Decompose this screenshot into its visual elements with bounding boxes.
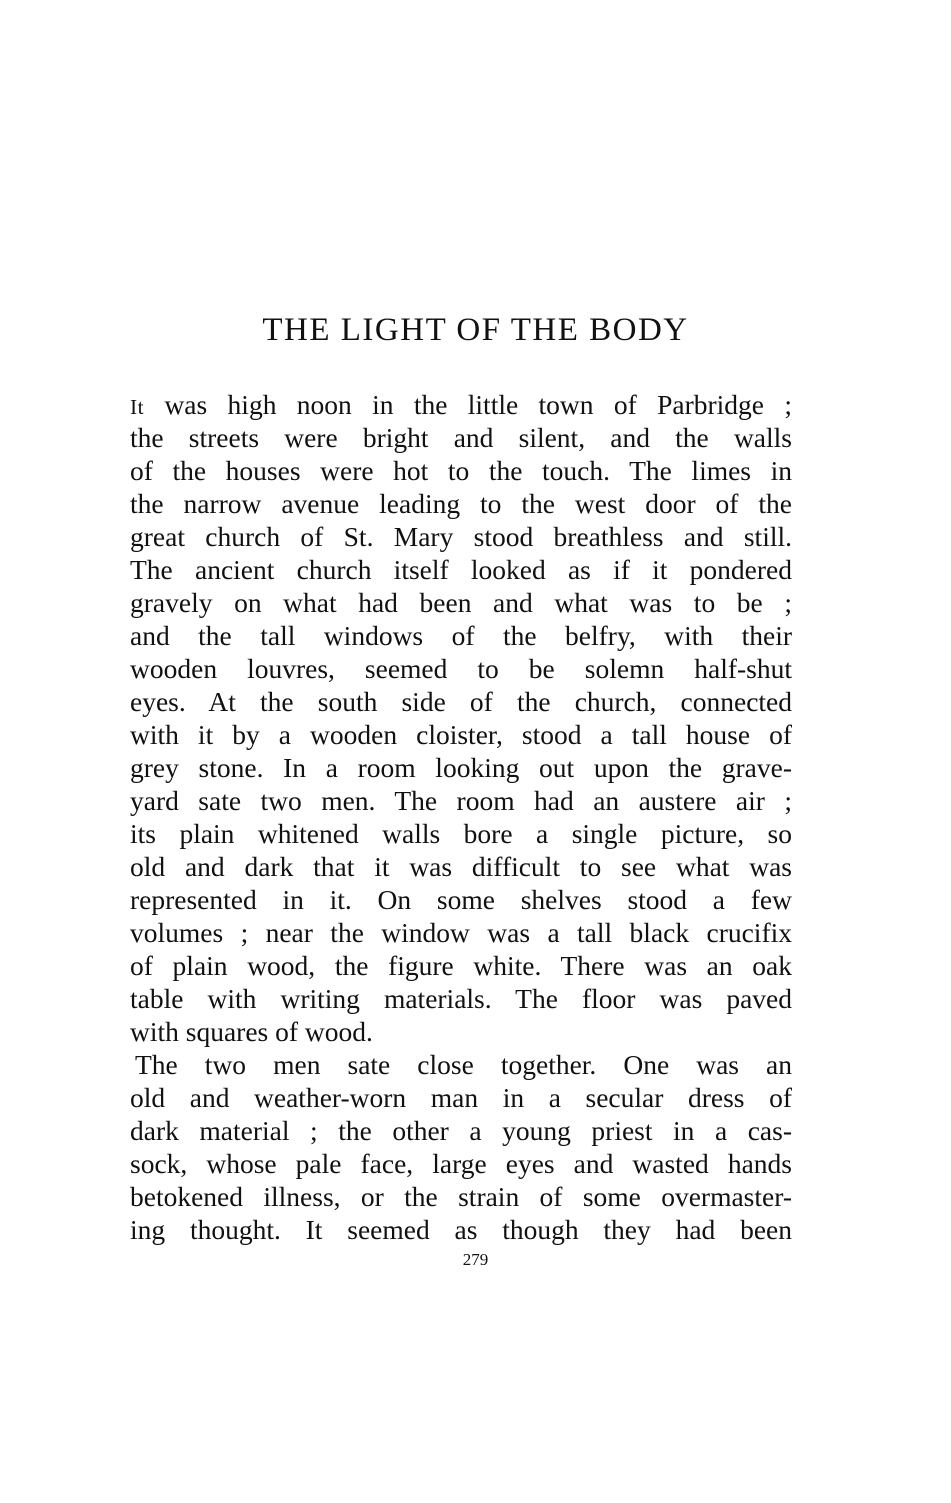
- text-line: dark material ; the other a young priest in a cas-: [130, 1115, 792, 1146]
- paragraph-1-first-line: It was high noon in the little town of Parbridge ;: [130, 389, 792, 420]
- text-line: the streets were bright and silent, and the walls: [130, 422, 792, 453]
- text-line: gravely on what had been and what was to be ;: [130, 587, 792, 618]
- paragraph-2-first-line: The two men sate close together. One was an: [135, 1049, 792, 1080]
- text-line: of the houses were hot to the touch. The limes in: [130, 455, 792, 486]
- text-line: The ancient church itself looked as if it pondered: [130, 554, 792, 585]
- text-line: great church of St. Mary stood breathless and still.: [130, 521, 792, 552]
- page-number: 279: [462, 1250, 489, 1269]
- text-line: ing thought. It seemed as though they had been: [130, 1214, 792, 1245]
- text-line: the narrow avenue leading to the west door of the: [130, 488, 792, 519]
- text-line: betokened illness, or the strain of some overmaster-: [130, 1181, 792, 1212]
- paragraph-1-last-line: with squares of wood.: [130, 1016, 373, 1047]
- text-line: old and weather-worn man in a secular dress of: [130, 1082, 792, 1113]
- text-line: volumes ; near the window was a tall black crucifix: [130, 917, 792, 948]
- text-line: table with writing materials. The floor was paved: [130, 983, 792, 1014]
- drop-word: It: [130, 395, 145, 419]
- text-line: old and dark that it was difficult to see what was: [130, 851, 792, 882]
- text-line: with it by a wooden cloister, stood a tall house of: [130, 719, 792, 750]
- text-line: yard sate two men. The room had an austere air ;: [130, 785, 792, 816]
- text-line: sock, whose pale face, large eyes and wasted hands: [130, 1148, 792, 1179]
- text-line: of plain wood, the figure white. There was an oak: [130, 950, 792, 981]
- chapter-title: THE LIGHT OF THE BODY: [262, 312, 689, 348]
- text-line: its plain whitened walls bore a single picture, so: [130, 818, 792, 849]
- text-line: wooden louvres, seemed to be solemn half-shut: [130, 653, 792, 684]
- text-line: eyes. At the south side of the church, connected: [130, 686, 792, 717]
- text-line: represented in it. On some shelves stood a few: [130, 884, 792, 915]
- text-line: and the tall windows of the belfry, with their: [130, 620, 792, 651]
- body-text: [130, 388, 792, 1246]
- text-line: grey stone. In a room looking out upon the grave-: [130, 752, 792, 783]
